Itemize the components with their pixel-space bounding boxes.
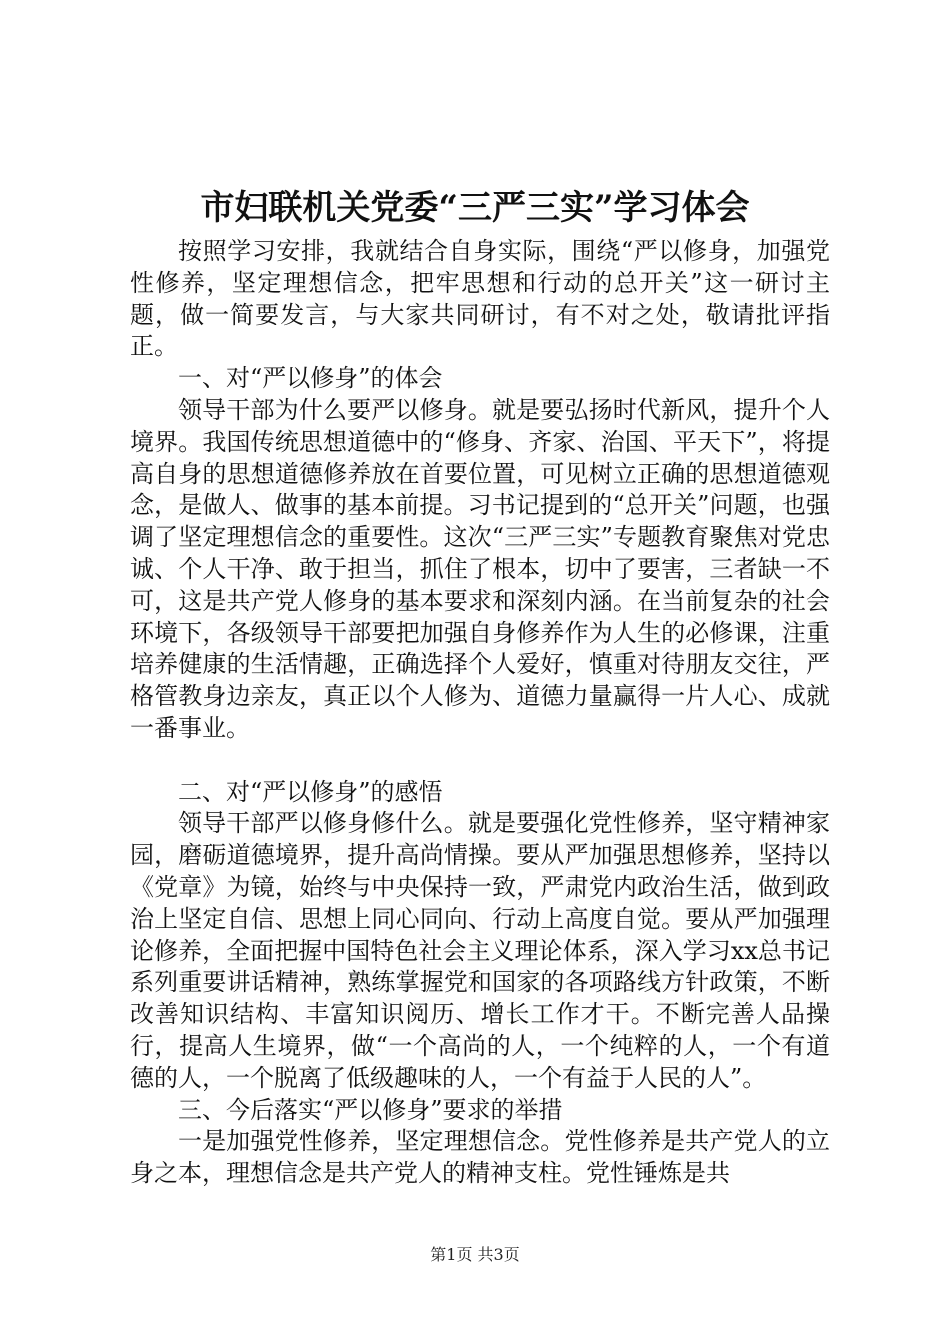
section-heading-1: 一、对“严以修身”的体会 [178, 364, 443, 393]
document-body [130, 236, 830, 1190]
section-heading-2: 二、对“严以修身”的感悟 [178, 777, 443, 806]
page-number-footer: 第1页 共3页 [430, 1245, 520, 1264]
paragraph-spacer [130, 745, 830, 777]
intro-paragraph: 按照学习安排，我就结合自身实际，围绕“严以修身，加强党性修养，坚定理想信念，把牢思想和行动的总开关”这一研讨主题，做一简要发言，与大家共同研讨，有不对之处，敬请批评指正。 [130, 237, 830, 361]
document-title: 市妇联机关党委“三严三实”学习体会 [200, 188, 750, 228]
section-3-paragraph: 一是加强党性修养，坚定理想信念。党性修养是共产党人的立身之本，理想信念是共产党人的精神支柱。党性锤炼是共 [130, 1127, 830, 1188]
section-2-paragraph: 领导干部严以修身修什么。就是要强化党性修养，坚守精神家园，磨砺道德境界，提升高尚情操。要从严加强思想修养，坚持以《党章》为镜，始终与中央保持一致，严肃党内政治生活，做到政治上坚定自信、思想上同心同向、行动上高度自觉。要从严加强理论修养，全面把握中国特色社会主义理论体系，深入学习xx总书记系列重要讲话精神，熟练掌握党和国家的各项路线方针政策，不断改善知识结构、丰富知识阅历、增长工作才干。不断完善人品操行，提高人生境界，做“一个高尚的人，一个纯粹的人，一个有道德的人，一个脱离了低级趣味的人，一个有益于人民的人”。 [130, 809, 830, 1092]
section-heading-3: 三、今后落实“严以修身”要求的举措 [178, 1095, 563, 1124]
section-1-paragraph: 领导干部为什么要严以修身。就是要弘扬时代新风，提升个人境界。我国传统思想道德中的“修身、齐家、治国、平天下”，将提高自身的思想道德修养放在首要位置，可见树立正确的思想道德观念，是做人、做事的基本前提。习书记提到的“总开关”问题，也强调了坚定理想信念的重要性。这次“三严三实”专题教育聚焦对党忠诚、个人干净、敢于担当，抓住了根本，切中了要害，三者缺一不可，这是共产党人修身的基本要求和深刻内涵。在当前复杂的社会环境下，各级领导干部要把加强自身修养作为人生的必修课，注重培养健康的生活情趣，正确选择个人爱好，慎重对待朋友交往，严格管教身边亲友，真正以个人修为、道德力量赢得一片人心、成就一番事业。 [130, 395, 830, 742]
